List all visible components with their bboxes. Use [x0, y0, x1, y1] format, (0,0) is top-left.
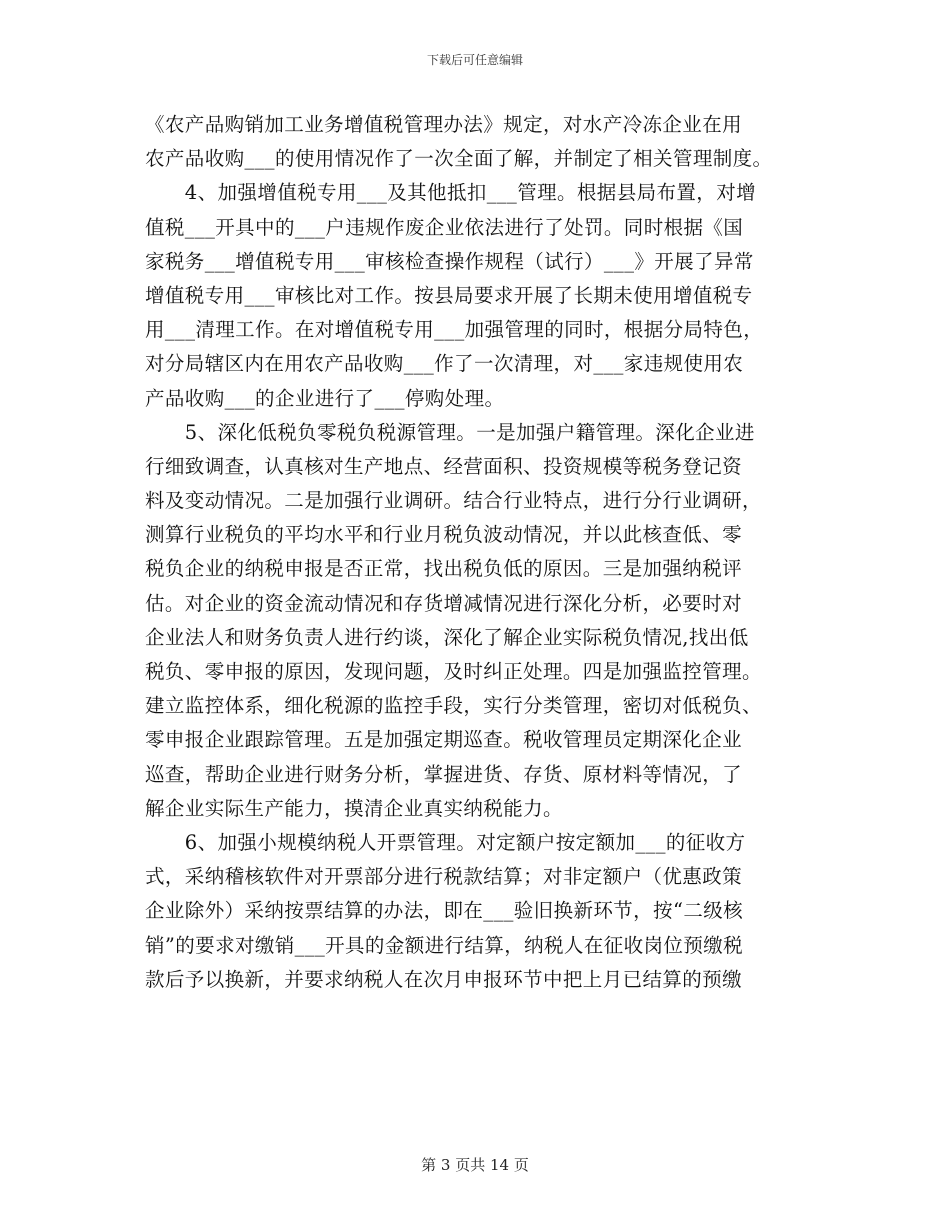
text-line: 6、加强小规模纳税人开票管理。对定额户按定额加___的征收方 — [145, 830, 746, 854]
text-line: 家税务___增值税专用___审核检查操作规程（试行）___》开展了异常 — [145, 249, 754, 273]
text-line: 估。对企业的资金流动情况和存货增减情况进行深化分析，必要时对 — [145, 591, 743, 615]
text-line: 5、深化低税负零税负税源管理。一是加强户籍管理。深化企业进 — [145, 420, 755, 444]
text-line: 《农产品购销加工业务增值税管理办法》规定，对水产冷冻企业在用 — [145, 113, 743, 136]
text-line: 增值税专用___审核比对工作。按县局要求开展了长期未使用增值税专 — [145, 283, 753, 307]
text-line: 企业除外）采纳按票结算的办法，即在___验旧换新环节，按“二级核 — [145, 899, 744, 923]
text-line: 用___清理工作。在对增值税专用___加强管理的同时，根据分局特色， — [145, 318, 764, 342]
text-line: 对分局辖区内在用农产品收购___作了一次清理，对___家违规使用农 — [145, 352, 744, 376]
text-line: 行细致调查，认真核对生产地点、经营面积、投资规模等税务登记资 — [145, 454, 743, 478]
text-line: 农产品收购___的使用情况作了一次全面了解，并制定了相关管理制度。 — [145, 147, 773, 171]
text-line: 企业法人和财务负责人进行约谈，深化了解企业实际税负情况,找出低 — [145, 625, 749, 649]
text-line: 式，采纳稽核软件对开票部分进行税款结算；对非定额户（优惠政策 — [145, 865, 743, 889]
document-body — [145, 108, 810, 997]
page-number-footer: 第 3 页共 14 页 — [421, 1156, 529, 1174]
text-line: 4、加强增值税专用___及其他抵扣___管理。根据县局布置，对增 — [145, 181, 757, 205]
page-header: 下载后可任意编辑 — [426, 53, 523, 67]
text-line: 巡查，帮助企业进行财务分析，掌握进货、存货、原材料等情况，了 — [145, 762, 743, 786]
text-line: 款后予以换新，并要求纳税人在次月申报环节中把上月已结算的预缴 — [145, 967, 743, 991]
text-line: 零申报企业跟踪管理。五是加强定期巡查。税收管理员定期深化企业 — [145, 728, 743, 752]
text-line: 测算行业税负的平均水平和行业月税负波动情况，并以此核查低、零 — [145, 523, 743, 547]
text-line: 解企业实际生产能力，摸清企业真实纳税能力。 — [145, 796, 563, 820]
text-line: 税负企业的纳税申报是否正常，找出税负低的原因。三是加强纳税评 — [145, 557, 743, 581]
text-line: 产品收购___的企业进行了___停购处理。 — [145, 386, 505, 410]
text-line: 料及变动情况。二是加强行业调研。结合行业特点，进行分行业调研， — [145, 489, 762, 513]
text-line: 税负、零申报的原因，发现问题，及时纠正处理。四是加强监控管理。 — [145, 660, 762, 683]
text-line: 销”的要求对缴销___开具的金额进行结算，纳税人在征收岗位预缴税 — [145, 933, 744, 957]
text-line: 建立监控体系，细化税源的监控手段，实行分类管理，密切对低税负、 — [145, 694, 762, 718]
text-line: 值税___开具中的___户违规作废企业依法进行了处罚。同时根据《国 — [145, 215, 744, 239]
